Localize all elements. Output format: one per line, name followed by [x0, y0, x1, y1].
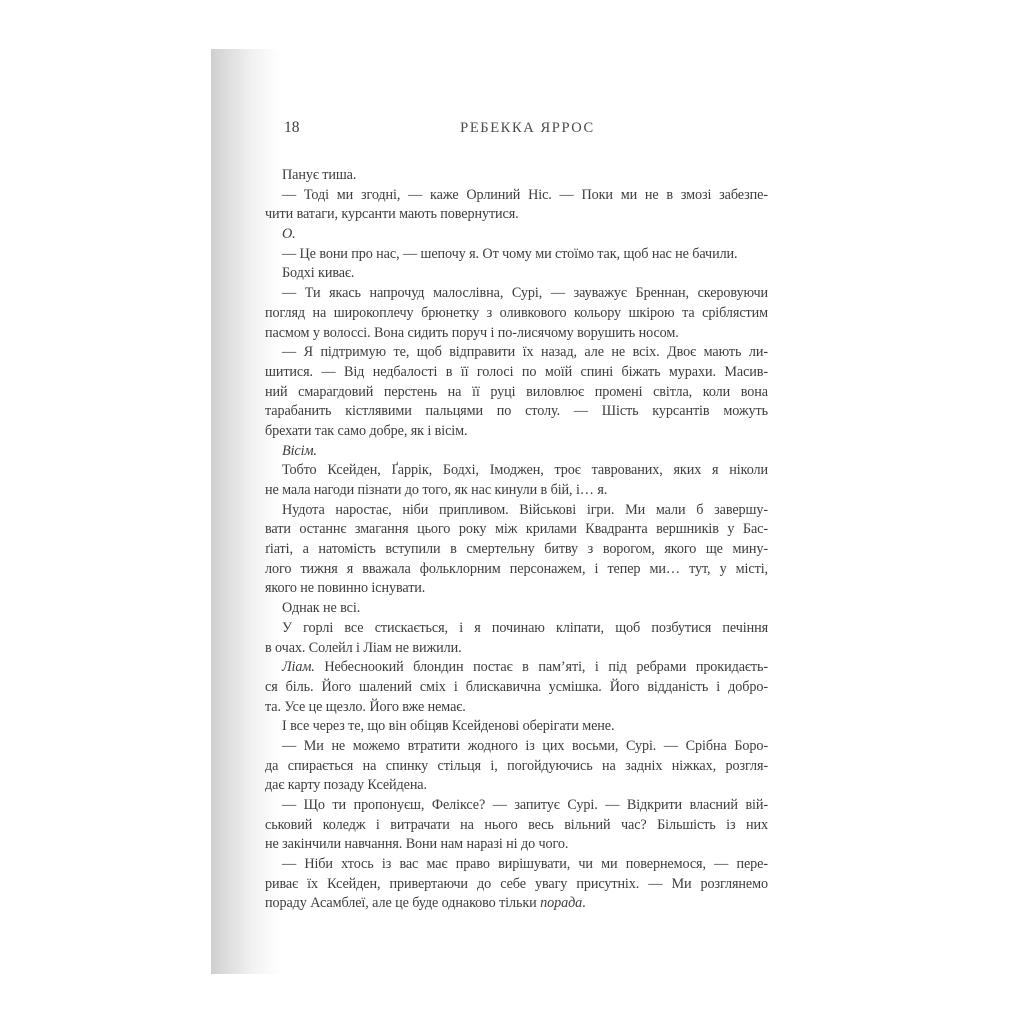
- text-line: не мала нагоди пізнати до того, як нас кинули в бій, і… я.: [265, 482, 608, 498]
- text-line: Бодхі киває.: [282, 265, 355, 282]
- text-line: — Тоді ми згодні, — каже Орлиний Ніс. — Поки ми не в змозі забезпе-: [282, 186, 768, 203]
- text-line: Однак не всі.: [282, 600, 361, 617]
- text-line: та. Усе це щезло. Його вже немає.: [265, 698, 466, 715]
- text-line: — Ти якась напрочуд малослівна, Сурі, — зауважує Бреннан, скеровуючи: [282, 285, 768, 302]
- text-line: лого тижня я вважала фольклорним персонажем, і тепер ми… тут, у місті,: [265, 560, 768, 577]
- text-line: погляд на широкоплечу брюнетку з оливкового кольору шкірою та сріблястим: [265, 304, 768, 321]
- text-line: Тобто Ксейден, Ґаррік, Бодхі, Імоджен, троє таврованих, яких я ніколи: [282, 462, 768, 479]
- text-line: дає карту позаду Ксейдена.: [265, 777, 427, 794]
- text-line: — Що ти пропонуєш, Феліксе? — запитує Сурі. — Відкрити власний вій-: [282, 797, 768, 813]
- text-line: Ліам. Небесноокий блондин постає в пам’яті, і під ребрами прокидаєть-: [282, 659, 768, 676]
- text-line: — Ми не можемо втратити жодного із цих восьми, Сурі. — Срібна Боро-: [282, 737, 768, 754]
- text-line: шитися. — Від недбалості в її голосі по моїй спині біжать мурахи. Масив-: [265, 363, 768, 380]
- text-line: Панує тиша.: [282, 167, 357, 183]
- text-line: да спирається на спинку стільця і, погойдуючись на задніх ніжках, розгля-: [265, 757, 768, 774]
- text-line: вати останнє змагання цього року між крилами Квадранта вершників у Бас-: [265, 521, 768, 538]
- text-line: ний смарагдовий перстень на її руці виловлює промені світла, коли вона: [265, 383, 768, 400]
- page-number: 18: [284, 119, 300, 136]
- text-line: Нудота наростає, ніби припливом. Військові ігри. Ми мали б завершу-: [282, 501, 768, 518]
- text-line: тарабанить кістлявими пальцями по столу. — Шість курсантів можуть: [265, 403, 768, 420]
- text-line: І все через те, що він обіцяв Ксейденові оберігати мене.: [282, 718, 615, 735]
- text-line: пасмом у волоссі. Вона сидить поруч і по-лисячому ворушить носом.: [265, 324, 679, 341]
- page-text: [265, 166, 768, 914]
- page-header: [265, 119, 768, 139]
- text-line: ґіаті, а натомість вступили в смертельну битву з ворогом, якого ще мину-: [265, 541, 768, 558]
- running-header-author: РЕБЕККА ЯРРОС: [460, 120, 595, 136]
- text-line: чити ватаги, курсанти мають повернутися.: [265, 206, 519, 223]
- text-line: не закінчили навчання. Вони нам наразі ні до чого.: [265, 836, 569, 853]
- text-line: — Це вони про нас, — шепочу я. От чому ми стоїмо так, щоб нас не бачили.: [282, 245, 738, 262]
- text-line: в очах. Солейл і Ліам не вижили.: [265, 639, 462, 656]
- text-line: якого не повинно існувати.: [265, 580, 426, 597]
- text-line: У горлі все стискається, і я починаю кліпати, щоб позбутися печіння: [282, 619, 768, 636]
- text-line: Вісім.: [282, 442, 317, 459]
- text-line: О.: [282, 226, 296, 243]
- text-line: — Ніби хтось із вас має право вирішувати, чи ми повернемося, — пере-: [282, 856, 768, 873]
- text-line: пораду Асамблеї, але це буде однаково тільки порада.: [265, 895, 586, 912]
- text-line: брехати так само добре, як і вісім.: [265, 422, 468, 439]
- text-line: ся біль. Його шалений сміх і блискавична усмішка. Його відданість і добро-: [265, 678, 768, 695]
- text-line: ськовий коледж і витрачати на нього весь вільний час? Більшість із них: [265, 816, 768, 833]
- text-line: риває їх Ксейден, привертаючи до себе увагу присутніх. — Ми розглянемо: [265, 875, 768, 892]
- text-line: — Я підтримую те, щоб відправити їх назад, але не всіх. Двоє мають ли-: [282, 344, 768, 361]
